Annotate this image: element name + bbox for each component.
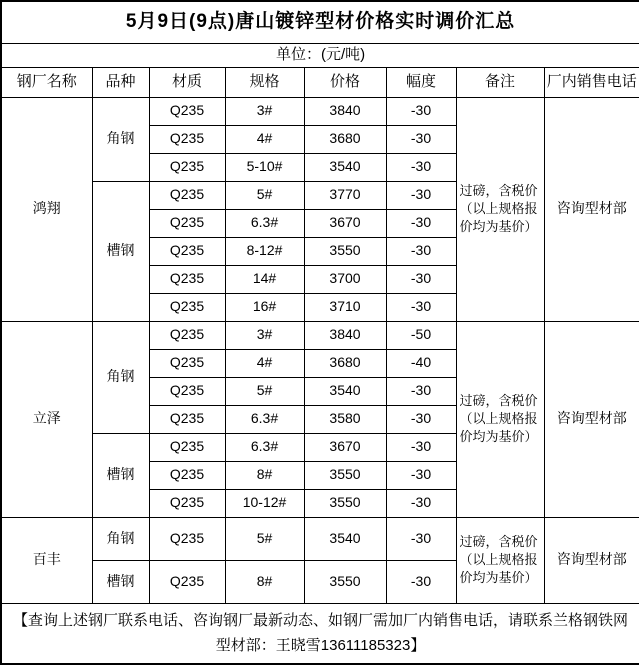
spec-cell: 6.3#	[225, 209, 304, 237]
col-header-change: 幅度	[386, 67, 456, 97]
remark-cell: 过磅，含税价（以上规格报价均为基价）	[456, 517, 544, 603]
price-cell: 3680	[304, 125, 386, 153]
price-cell: 3540	[304, 377, 386, 405]
page-title: 5月9日(9点)唐山镀锌型材价格实时调价汇总	[1, 1, 639, 43]
material-cell: Q235	[149, 461, 225, 489]
change-cell: -30	[386, 181, 456, 209]
material-cell: Q235	[149, 265, 225, 293]
table-row	[1, 517, 639, 560]
price-cell: 3540	[304, 517, 386, 560]
price-cell: 3550	[304, 560, 386, 603]
price-cell: 3840	[304, 321, 386, 349]
price-cell: 3580	[304, 405, 386, 433]
change-cell: -30	[386, 237, 456, 265]
material-cell: Q235	[149, 489, 225, 517]
spec-cell: 5#	[225, 377, 304, 405]
change-cell: -50	[386, 321, 456, 349]
mill-cell: 鸿翔	[1, 97, 92, 321]
change-cell: -30	[386, 209, 456, 237]
change-cell: -30	[386, 405, 456, 433]
change-cell: -30	[386, 517, 456, 560]
material-cell: Q235	[149, 153, 225, 181]
material-cell: Q235	[149, 181, 225, 209]
spec-cell: 5#	[225, 181, 304, 209]
spec-cell: 4#	[225, 125, 304, 153]
change-cell: -30	[386, 433, 456, 461]
variety-cell: 槽钢	[92, 181, 149, 321]
mill-cell: 立泽	[1, 321, 92, 517]
price-cell: 3710	[304, 293, 386, 321]
col-header-spec: 规格	[225, 67, 304, 97]
spec-cell: 6.3#	[225, 433, 304, 461]
material-cell: Q235	[149, 293, 225, 321]
price-cell: 3670	[304, 433, 386, 461]
phone-cell: 咨询型材部	[544, 321, 639, 517]
table-row	[1, 97, 639, 125]
price-cell: 3540	[304, 153, 386, 181]
spec-cell: 4#	[225, 349, 304, 377]
col-header-mill: 钢厂名称	[1, 67, 92, 97]
spec-cell: 8#	[225, 461, 304, 489]
material-cell: Q235	[149, 433, 225, 461]
footer-note: 【查询上述钢厂联系电话、咨询钢厂最新动态、如钢厂需加厂内销售电话，请联系兰格钢铁网型材部：王晓雪13611185323】	[1, 603, 639, 664]
variety-cell: 槽钢	[92, 433, 149, 517]
mill-cell: 百丰	[1, 517, 92, 603]
spec-cell: 14#	[225, 265, 304, 293]
change-cell: -30	[386, 293, 456, 321]
remark-cell: 过磅，含税价（以上规格报价均为基价）	[456, 97, 544, 321]
price-cell: 3700	[304, 265, 386, 293]
change-cell: -30	[386, 377, 456, 405]
spec-cell: 10-12#	[225, 489, 304, 517]
phone-cell: 咨询型材部	[544, 97, 639, 321]
variety-cell: 角钢	[92, 97, 149, 181]
material-cell: Q235	[149, 321, 225, 349]
price-cell: 3680	[304, 349, 386, 377]
spec-cell: 3#	[225, 321, 304, 349]
change-cell: -30	[386, 489, 456, 517]
col-header-phone: 厂内销售电话	[544, 67, 639, 97]
spec-cell: 16#	[225, 293, 304, 321]
material-cell: Q235	[149, 560, 225, 603]
material-cell: Q235	[149, 237, 225, 265]
material-cell: Q235	[149, 349, 225, 377]
unit-label: 单位：(元/吨)	[1, 43, 639, 67]
material-cell: Q235	[149, 405, 225, 433]
material-cell: Q235	[149, 97, 225, 125]
remark-cell: 过磅，含税价（以上规格报价均为基价）	[456, 321, 544, 517]
change-cell: -30	[386, 560, 456, 603]
change-cell: -30	[386, 265, 456, 293]
spec-cell: 8-12#	[225, 237, 304, 265]
material-cell: Q235	[149, 209, 225, 237]
spec-cell: 5-10#	[225, 153, 304, 181]
phone-cell: 咨询型材部	[544, 517, 639, 603]
change-cell: -40	[386, 349, 456, 377]
col-header-remark: 备注	[456, 67, 544, 97]
change-cell: -30	[386, 125, 456, 153]
col-header-price: 价格	[304, 67, 386, 97]
price-cell: 3840	[304, 97, 386, 125]
price-cell: 3550	[304, 461, 386, 489]
price-cell: 3670	[304, 209, 386, 237]
variety-cell: 角钢	[92, 321, 149, 433]
change-cell: -30	[386, 461, 456, 489]
price-cell: 3770	[304, 181, 386, 209]
spec-cell: 6.3#	[225, 405, 304, 433]
material-cell: Q235	[149, 125, 225, 153]
table-row	[1, 321, 639, 349]
col-header-material: 材质	[149, 67, 225, 97]
material-cell: Q235	[149, 517, 225, 560]
price-cell: 3550	[304, 489, 386, 517]
variety-cell: 角钢	[92, 517, 149, 560]
variety-cell: 槽钢	[92, 560, 149, 603]
price-cell: 3550	[304, 237, 386, 265]
spec-cell: 3#	[225, 97, 304, 125]
change-cell: -30	[386, 97, 456, 125]
spec-cell: 5#	[225, 517, 304, 560]
col-header-variety: 品种	[92, 67, 149, 97]
material-cell: Q235	[149, 377, 225, 405]
spec-cell: 8#	[225, 560, 304, 603]
change-cell: -30	[386, 153, 456, 181]
